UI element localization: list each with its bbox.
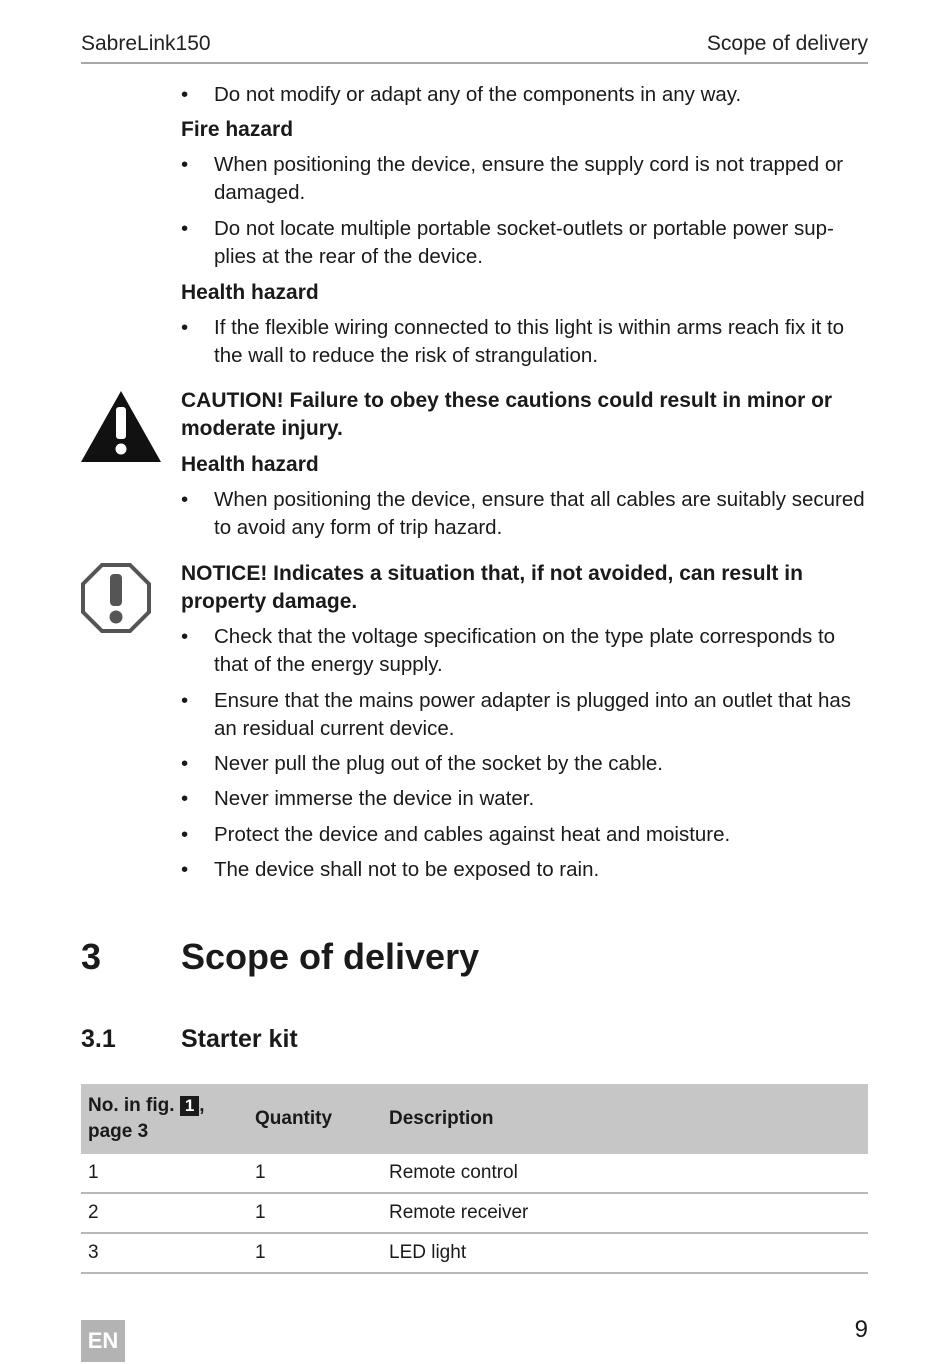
list-item: • Never immerse the device in water. (181, 785, 871, 813)
cell-quantity: 1 (248, 1154, 382, 1193)
cell-quantity: 1 (248, 1193, 382, 1233)
bullet-icon: • (181, 858, 189, 881)
list-item: • The device shall not to be exposed to rain. (181, 856, 871, 884)
bullet-icon: • (181, 83, 189, 106)
column-header-quantity: Quantity (248, 1084, 382, 1154)
notice-octagon-icon (80, 562, 152, 634)
product-name: SabreLink150 (81, 32, 211, 55)
bullet-icon: • (181, 217, 189, 240)
figure-reference-badge: 1 (180, 1096, 199, 1116)
caution-heading: CAUTION! Failure to obey these cautions could result in minor or moderate injury. (181, 389, 833, 440)
bullet-icon: • (181, 153, 189, 176)
cell-number: 1 (81, 1154, 248, 1193)
table-row (81, 1154, 868, 1193)
list-item: • Ensure that the mains power adapter is plugged into an outlet that has an residual current device. (181, 689, 852, 740)
bullet-icon: • (181, 689, 189, 712)
table-row (81, 1233, 868, 1273)
notice-heading: NOTICE! Indicates a situation that, if not avoided, can result in property damage. (181, 562, 803, 613)
cell-number: 2 (81, 1193, 248, 1233)
column-header-number: No. in fig. 1 , page 3 (81, 1084, 248, 1154)
subsection-number: 3.1 (81, 1025, 116, 1053)
bullet-icon: • (181, 752, 189, 775)
page-header (81, 30, 868, 64)
list-item: • Never pull the plug out of the socket by the cable. (181, 750, 871, 778)
bullet-icon: • (181, 823, 189, 846)
page-number: 9 (854, 1316, 868, 1343)
list-item: • When positioning the device, ensure the supply cord is not trapped or damaged. (181, 153, 844, 204)
health-hazard-heading: Health hazard (181, 281, 319, 304)
table-row (81, 1193, 868, 1233)
bullet-icon: • (181, 625, 189, 648)
cell-quantity: 1 (248, 1233, 382, 1273)
caution-triangle-icon (80, 390, 162, 464)
section-number: 3 (81, 936, 102, 977)
cell-description: LED light (382, 1233, 868, 1273)
section-title: Scope of delivery (181, 936, 480, 977)
list-item: • Do not locate multiple portable socket-outlets or portable power sup-plies at the rear of the device. (181, 217, 834, 268)
chapter-name: Scope of delivery (706, 32, 868, 55)
fire-hazard-heading: Fire hazard (181, 118, 294, 141)
list-item: • If the flexible wiring connected to this light is within arms reach fix it to the wall to reduce the risk of strangulation. (181, 316, 845, 367)
starter-kit-table (81, 1084, 868, 1274)
list-item: • Check that the voltage specification on the type plate corresponds to that of the energy supply. (181, 625, 836, 676)
list-item: • When positioning the device, ensure that all cables are suitably secured to avoid any form of trip hazard. (181, 488, 865, 539)
language-badge: EN (81, 1320, 125, 1362)
list-item: • Do not modify or adapt any of the components in any way. (181, 81, 871, 109)
table-header-row (81, 1084, 868, 1154)
cell-description: Remote control (382, 1154, 868, 1193)
bullet-icon: • (181, 316, 189, 339)
subsection-title: Starter kit (181, 1025, 298, 1053)
column-header-description: Description (382, 1084, 868, 1154)
cell-number: 3 (81, 1233, 248, 1273)
health-hazard-heading: Health hazard (181, 453, 319, 476)
list-item: • Protect the device and cables against heat and moisture. (181, 821, 871, 849)
cell-description: Remote receiver (382, 1193, 868, 1233)
bullet-icon: • (181, 787, 189, 810)
bullet-icon: • (181, 488, 189, 511)
